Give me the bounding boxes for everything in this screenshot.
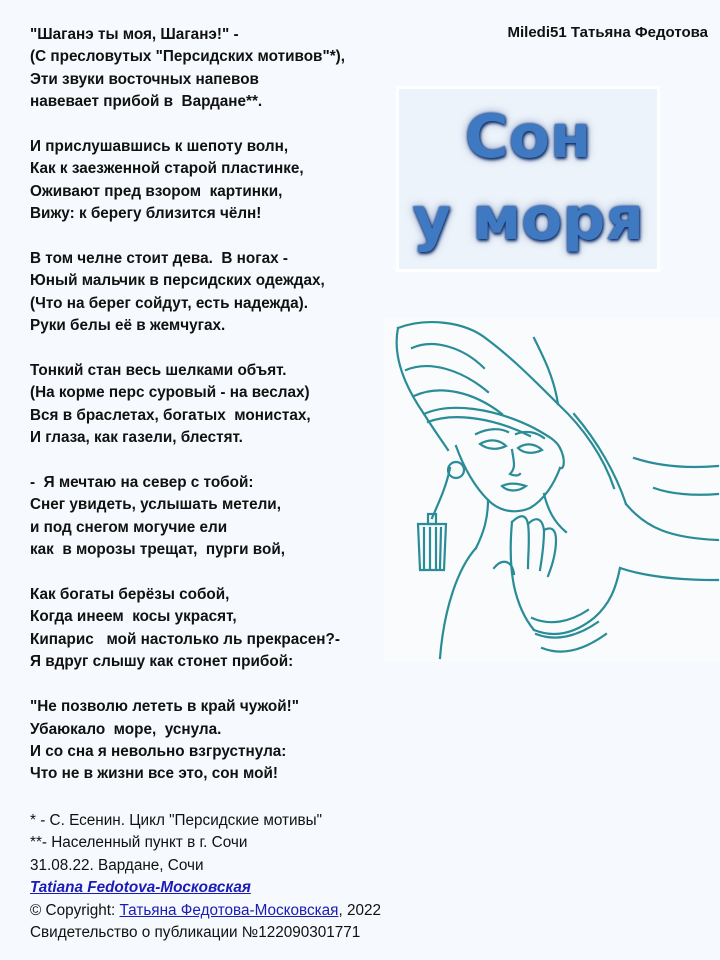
lips [502,484,526,491]
poem-line: В том челне стоит дева. В ногах - [30,250,288,268]
stanza [30,24,410,114]
title-line-2: у моря [412,184,644,254]
poem [30,24,410,808]
hand-outline [511,522,534,630]
poem-line: и под снегом могучие ели [30,518,228,536]
notes [30,810,630,944]
finger-2 [528,519,544,570]
poem-line: навевает прибой в Вардане**. [30,93,263,111]
wrist [534,568,620,634]
nose [510,450,520,476]
ear-right [560,448,564,468]
poem-line: И глаза, как газели, блестят. [30,429,243,447]
poem-line: Юный мальчик в персидских одеждах, [30,272,325,290]
poem-line: - Я мечтаю на север с тобой: [30,474,254,492]
poem-line: Как к заезженной старой пластинке, [30,160,304,178]
neck-left [476,500,488,548]
woman-portrait-drawing [384,318,720,662]
poem-line: как в морозы трещат, пурги вой, [30,541,285,559]
turban-band [424,408,560,448]
poem-line: Тонкий стан весь шелками объят. [30,362,287,380]
poem-line: Оживают пред взором картинки, [30,182,283,200]
dress-line [620,568,718,580]
poem-line: Убаюкало море, уснула. [30,720,222,738]
poem-line: Снег увидеть, услышать метели, [30,496,281,514]
poem-line: "Не позволю лететь в край чужой!" [30,698,299,716]
finger-1 [512,516,529,568]
finger-3 [544,528,556,576]
eyebrows [476,429,544,438]
date-place: 31.08.22. Вардане, Сочи [30,856,204,874]
stanza [30,584,410,674]
poem-line: (Что на берег сойдут, есть надежда). [30,294,308,312]
turban-folds [406,344,502,414]
tassel-threads [424,528,441,568]
copyright-year: , 2022 [338,901,381,919]
footnote-1: * - С. Есенин. Цикл "Персидские мотивы" [30,812,323,829]
turban-right-fold [534,338,558,404]
poem-line: Когда инеем косы украсят, [30,608,237,626]
face-cheek-left [456,446,488,500]
stanza [30,696,410,786]
poem-line: "Шаганэ ты моя, Шаганэ!" - [30,26,239,43]
earring-chain [432,468,450,518]
title-box [396,86,660,272]
poem-line: Эти звуки восточных напевов [30,70,259,88]
poem-line: Что не в жизни все это, сон мой! [30,765,278,783]
stanza [30,136,410,226]
hair-flow [626,504,718,540]
poem-line: Вижу: к берегу близится чёлн! [30,205,262,223]
poem-line: Как богаты берёзы собой, [30,586,230,604]
copyright-row [30,900,630,922]
author-link-row [30,877,630,899]
jawline [488,468,560,511]
woman-portrait-illustration [384,318,720,662]
poem-line: И со сна я невольно взгрустнула: [30,742,287,760]
turban-left-outline [397,328,448,450]
veil-lines [634,458,718,495]
poem-line: (С пресловутых "Персидских мотивов"*), [30,48,345,66]
title-line-1: Сон [464,102,592,172]
poem-line: И прислушавшись к шепоту волн, [30,138,289,156]
stanza [30,472,410,562]
footnote-2: **- Населенный пункт в г. Сочи [30,834,248,852]
copyright-prefix: © Copyright: [30,901,120,919]
poem-line: Кипарис мой настолько ль прекрасен?- [30,630,340,648]
publication-certificate: Свидетельство о публикации №122090301771 [30,924,361,942]
hair-strands [558,404,626,504]
eyes [480,440,542,452]
stanza [30,248,410,338]
copyright-author-link[interactable]: Татьяна Федотова-Московская [119,901,339,919]
neck-right [544,494,566,532]
poem-line: Вся в браслетах, богатых монистах, [30,406,311,424]
shoulder-left [440,548,476,658]
poem-line: Я вдруг слышу как стонет прибой: [30,653,294,671]
stanza [30,360,410,450]
author-link[interactable]: Tatiana Fedotova-Московская [30,879,251,897]
poem-line: (На корме перс суровый - на веслах) [30,384,310,402]
poem-line: Руки белы её в жемчугах. [30,317,226,335]
author-name: Miledi51 Татьяна Федотова [507,24,708,41]
